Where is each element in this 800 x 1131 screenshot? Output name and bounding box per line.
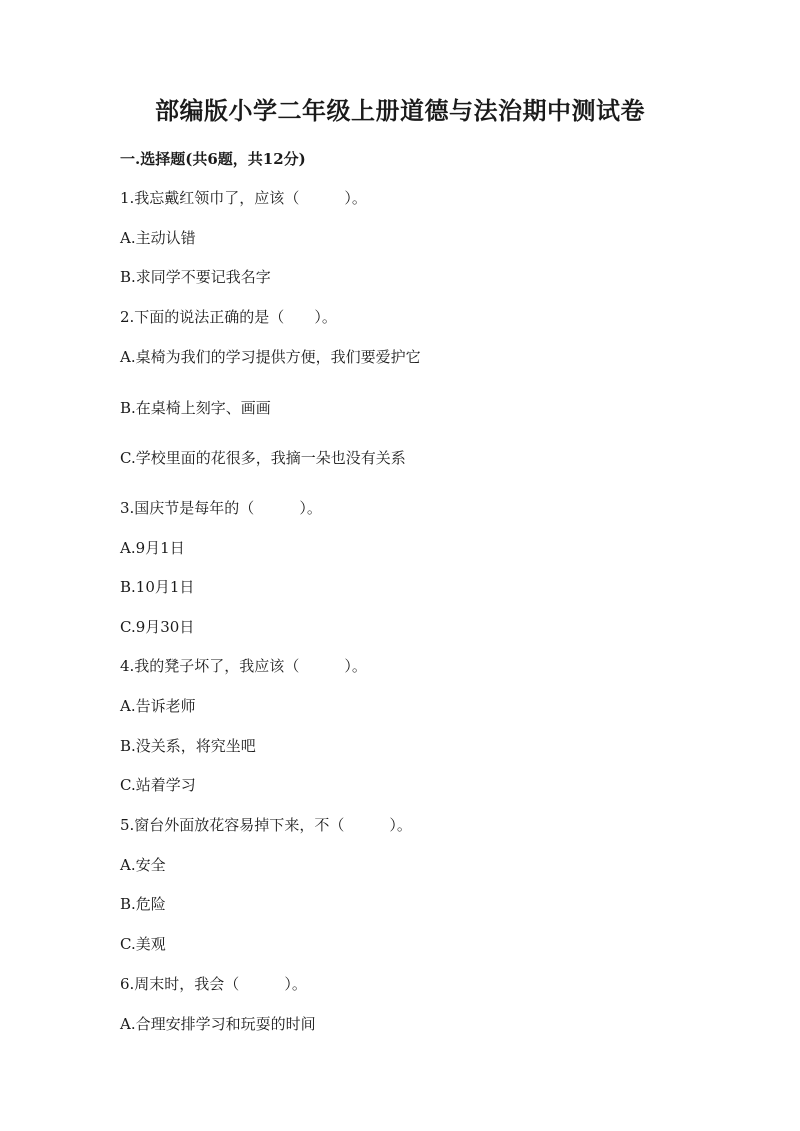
question-5-option-b: B.危险 xyxy=(120,895,166,913)
question-4-option-b: B.没关系，将究坐吧 xyxy=(120,737,256,755)
question-4-option-c: C.站着学习 xyxy=(120,776,196,794)
question-6-stem: 6.周末时，我会（ ）。 xyxy=(120,975,307,993)
question-3-option-a: A.9月1日 xyxy=(120,539,185,557)
question-3-option-b: B.10月1日 xyxy=(120,578,195,596)
question-3-stem: 3.国庆节是每年的（ ）。 xyxy=(120,499,322,517)
question-1-option-a: A.主动认错 xyxy=(120,229,196,247)
question-3-option-c: C.9月30日 xyxy=(120,618,195,636)
question-2-stem: 2.下面的说法正确的是（ ）。 xyxy=(120,308,337,326)
question-1-stem: 1.我忘戴红领巾了，应该（ ）。 xyxy=(120,189,367,207)
question-2-option-a: A.桌椅为我们的学习提供方便，我们要爱护它 xyxy=(120,348,421,366)
question-2-option-b: B.在桌椅上刻字、画画 xyxy=(120,399,271,417)
page-title: 部编版小学二年级上册道德与法治期中测试卷 xyxy=(155,96,645,125)
question-6-option-a: A.合理安排学习和玩耍的时间 xyxy=(120,1015,316,1033)
section-heading: 一.选择题(共6题，共12分) xyxy=(120,150,306,168)
question-5-option-c: C.美观 xyxy=(120,935,166,953)
question-1-option-b: B.求同学不要记我名字 xyxy=(120,268,271,286)
question-5-stem: 5.窗台外面放花容易掉下来，不（ ）。 xyxy=(120,816,412,834)
question-4-stem: 4.我的凳子坏了，我应该（ ）。 xyxy=(120,657,367,675)
question-4-option-a: A.告诉老师 xyxy=(120,697,196,715)
question-2-option-c: C.学校里面的花很多，我摘一朵也没有关系 xyxy=(120,449,406,467)
question-5-option-a: A.安全 xyxy=(120,856,166,874)
